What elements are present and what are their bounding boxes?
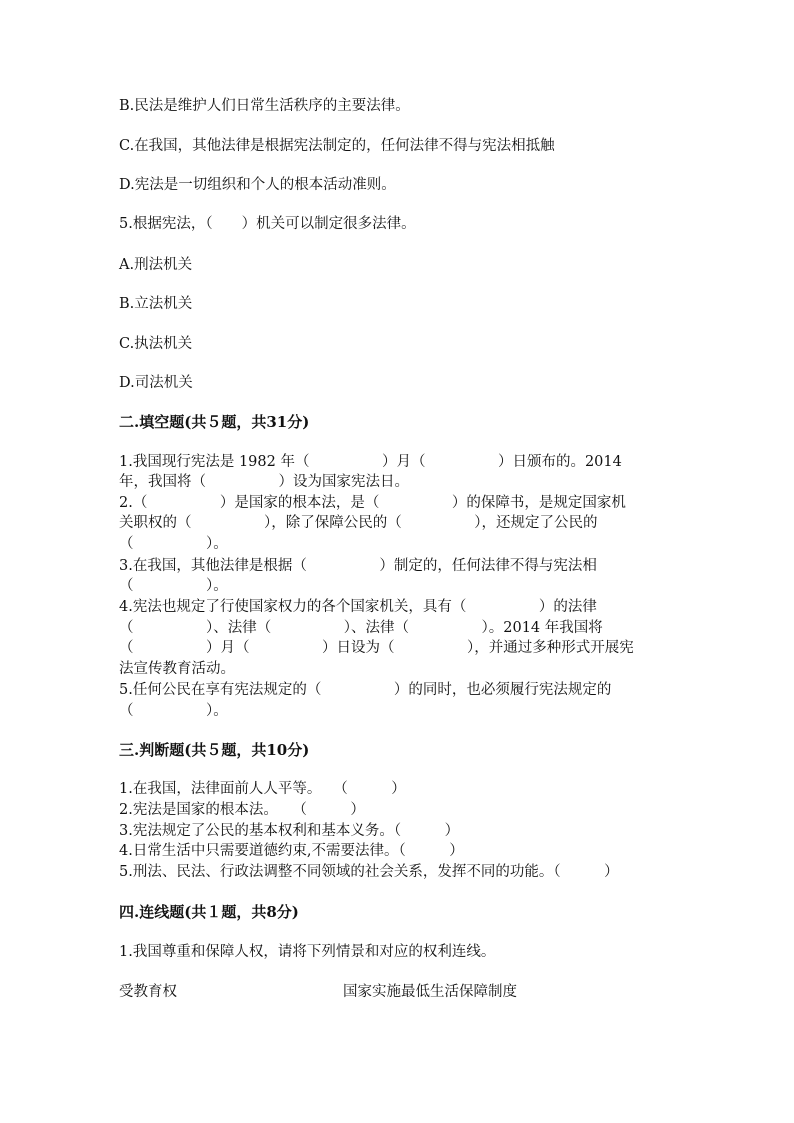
fill-line-11: 法宣传教育活动。	[119, 661, 235, 677]
fill-line-3: 2.（ ）是国家的根本法，是（ ）的保障书，是规定国家机	[119, 495, 626, 511]
option-d-q4: D.宪法是一切组织和个人的根本活动准则。	[119, 177, 396, 193]
fill-line-10: （ ）月（ ）日设为（ ），并通过多种形式开展宪	[119, 640, 634, 656]
fill-line-13: （ ）。	[119, 703, 228, 719]
section-4-heading: 四.连线题(共１题，共8分)	[119, 903, 299, 921]
fill-line-12: 5.任何公民在享有宪法规定的（ ）的同时，也必须履行宪法规定的	[119, 682, 612, 698]
q5-option-d: D.司法机关	[119, 375, 193, 391]
q5-option-b: B.立法机关	[119, 296, 193, 312]
fill-line-5: （ ）。	[119, 536, 228, 552]
fill-line-1: 1.我国现行宪法是 1982 年（ ）月（ ）日颁布的。2014	[119, 454, 622, 470]
fill-line-4: 关职权的（ ），除了保障公民的（ ），还规定了公民的	[119, 515, 598, 531]
fill-line-6: 3.在我国，其他法律是根据（ ）制定的，任何法律不得与宪法相	[119, 558, 597, 574]
q5-option-c: C.执法机关	[119, 336, 193, 352]
section-2-heading: 二.填空题(共５题，共31分)	[119, 413, 310, 431]
fill-line-7: （ ）。	[119, 578, 228, 594]
match-right-item: 国家实施最低生活保障制度	[343, 984, 517, 1000]
match-left-item: 受教育权	[119, 984, 177, 1000]
judge-line-2: 2.宪法是国家的根本法。 （ ）	[119, 802, 365, 818]
match-question-1: 1.我国尊重和保障人权，请将下列情景和对应的权利连线。	[119, 944, 496, 960]
fill-line-9: （ ）、法律（ ）、法律（ ）。2014 年我国将	[119, 620, 603, 636]
section-3-heading: 三.判断题(共５题，共10分)	[119, 741, 310, 759]
q5-option-a: A.刑法机关	[119, 257, 193, 273]
judge-line-1: 1.在我国，法律面前人人平等。 （ ）	[119, 781, 406, 797]
option-b-q4: B.民法是维护人们日常生活秩序的主要法律。	[119, 98, 410, 114]
option-c-q4: C.在我国，其他法律是根据宪法制定的，任何法律不得与宪法相抵触	[119, 138, 555, 154]
judge-line-4: 4.日常生活中只需要道德约束,不需要法律。（ ）	[119, 843, 464, 859]
judge-line-5: 5.刑法、民法、行政法调整不同领域的社会关系，发挥不同的功能。（ ）	[119, 864, 619, 880]
fill-line-8: 4.宪法也规定了行使国家权力的各个国家机关，具有（ ）的法律	[119, 599, 597, 615]
judge-line-3: 3.宪法规定了公民的基本权利和基本义务。（ ）	[119, 823, 460, 839]
question-5-stem: 5.根据宪法，（ ）机关可以制定很多法律。	[119, 216, 416, 232]
fill-line-2: 年，我国将（ ）设为国家宪法日。	[119, 474, 409, 490]
